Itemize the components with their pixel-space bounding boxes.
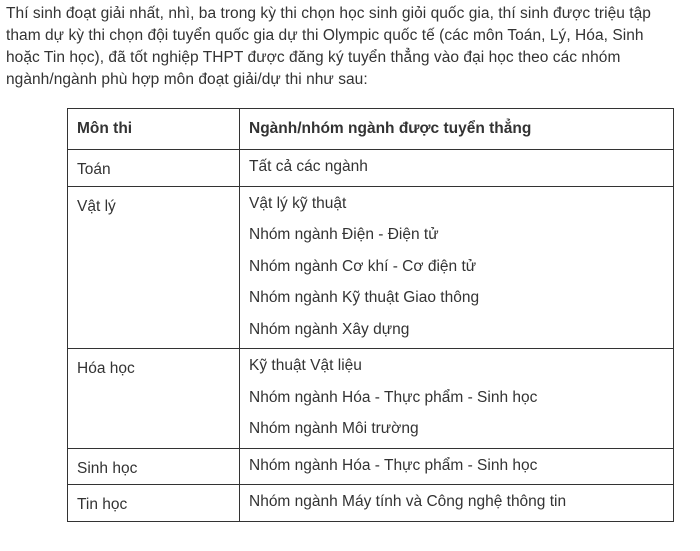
subject-cell [68,448,240,485]
subject-cell [68,186,240,349]
header-majors: Ngành/nhóm ngành được tuyển thẳng [240,109,674,150]
intro-line: hoặc Tin học), đã tốt nghiệp THPT được đăng ký tuyển thẳng vào đại học theo các nhóm [6,49,621,66]
major-item: Kỹ thuật Vật liệu [249,357,362,374]
majors-cell [240,150,674,187]
major-item: Nhóm ngành Môi trường [249,420,419,437]
major-item: Nhóm ngành Hóa - Thực phẩm - Sinh học [249,456,538,474]
subject-name: Hóa học [77,360,135,377]
subject-name: Sinh học [77,459,138,477]
major-item: Nhóm ngành Kỹ thuật Giao thông [249,289,480,306]
majors-cell [240,349,674,449]
major-item: Tất cả các ngành [249,158,368,175]
major-item: Vật lý kỹ thuật [249,194,347,212]
header-subject: Môn thi [68,109,240,150]
intro-paragraph [6,3,696,91]
major-item: Nhóm ngành Điện - Điện tử [249,226,439,243]
intro-line: tham dự kỳ thi chọn đội tuyển quốc gia dự thi Olympic quốc tế (các môn Toán, Lý, Hóa, Sinh [6,27,644,44]
subject-name: Toán [77,161,111,178]
table-row [68,448,674,485]
intro-line: Thí sinh đoạt giải nhất, nhì, ba trong kỳ thi chọn học sinh giỏi quốc gia, thí sinh được triệu tập [6,5,651,22]
majors-cell [240,448,674,485]
majors-cell [240,485,674,522]
subject-cell [68,150,240,187]
table-row [68,150,674,187]
major-item: Nhóm ngành Xây dựng [249,320,410,338]
table-header-row [68,109,674,150]
major-item: Nhóm ngành Cơ khí - Cơ điện tử [249,257,477,275]
intro-line: ngành/ngành phù hợp môn đoạt giải/dự thi như sau: [6,71,368,88]
major-item: Nhóm ngành Máy tính và Công nghệ thông tin [249,493,567,510]
subject-name: Vật lý [77,197,116,215]
subject-cell [68,349,240,449]
major-item: Nhóm ngành Hóa - Thực phẩm - Sinh học [249,388,538,406]
table-row [68,349,674,449]
admissions-table [67,108,674,522]
table-row [68,186,674,349]
subject-name: Tin học [77,496,128,513]
subject-cell [68,485,240,522]
table-row [68,485,674,522]
majors-cell [240,186,674,349]
